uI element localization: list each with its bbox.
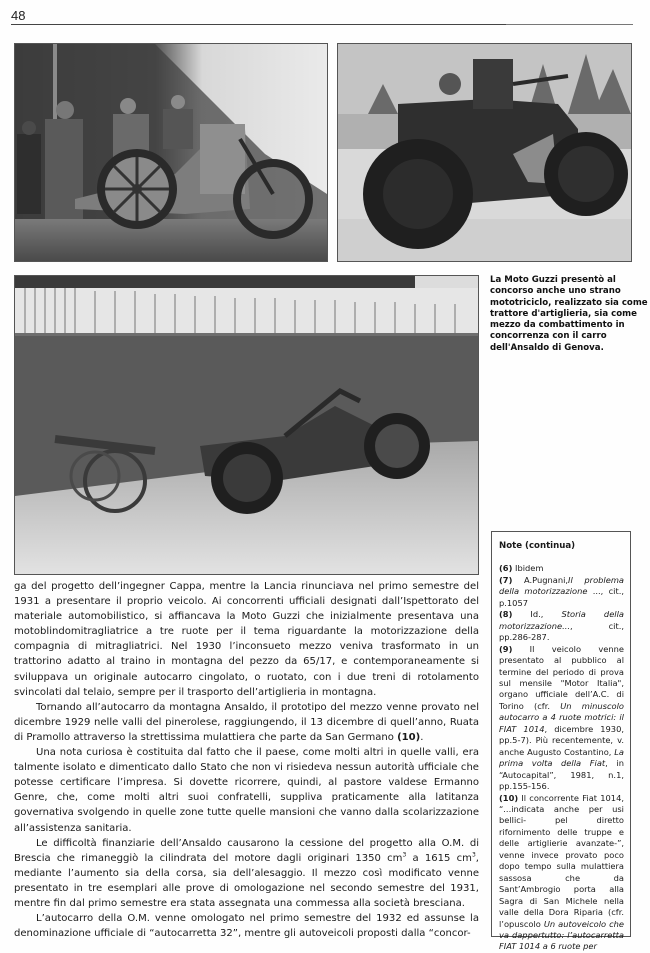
note-item <box>499 563 624 574</box>
photo-guzzi-towing-artillery <box>14 275 479 575</box>
note-text: Il concorrente Fiat 1014, “...indicata anche per usi bellici- pel diretto rifornimento delle truppe e delle artiglierie avanzate-”, venne invece provato poco dopo tempo sulla mulattiera sassosa che da Sant’Ambrogio porta alla Sagra di San Michele nella valle della Dora Riparia (cfr. l’opuscolo <box>499 792 624 929</box>
note-item <box>499 793 624 953</box>
paragraph: ga del progetto dell’ingegner Cappa, mentre la Lancia rinunciava nel primo semestre del 1931 a presentare il proprio veicolo. Ai concorrenti ufficiali designati dall’Ispettorato del materiale automobilistico, si affiancava la Moto Guzzi che inizialmente presentava una motoblindomitragliatrice a tre ruote per il tema riguardante la motorizzazione della compagnia di mitragliatrici. Nel 1930 l’inconsueto mezzo veniva trasformato in un trattorino adatto al traino in montagna del pezzo da 65/17, e contemporaneamente si sviluppava un originale autocarro cingolato, o ruotato, con i due treni di rotolamento svincolati dal telaio, sempre per il trasporto dell’artiglieria in montagna. <box>14 581 479 698</box>
note-text: , dicembre 1930, pp.5-7). Più recentemente, v. anche Augusto Costantino, <box>499 723 624 757</box>
photo-guzzi-with-men <box>14 43 328 262</box>
paragraph-text: Le difficoltà finanziarie dell’Ansaldo causarono la cessione del progetto alla O.M. di Brescia che rimaneggiò la cilindrata del motore dagli originari 1350 cm <box>14 837 479 864</box>
paragraph <box>14 700 479 745</box>
note-number: (7) <box>499 574 513 585</box>
superscript: 3 <box>471 851 476 859</box>
note-text: , cit., pp.286-287. <box>499 620 624 643</box>
note-item <box>499 609 624 643</box>
notes-title: Note (continua) <box>499 541 576 551</box>
header-rule <box>11 24 506 25</box>
note-item <box>499 575 624 609</box>
note-text: Il veicolo venne presentato al pubblico al termine del periodo di prova sul mensile "Motor Italia", organo ufficiale dell’A.C. di Torino (cfr. <box>499 643 624 711</box>
note-number: (6) <box>499 563 513 574</box>
notes-box <box>491 531 631 952</box>
photo-guzzi-armored-tricycle <box>337 43 632 262</box>
paragraph-text: a 1615 cm <box>406 852 472 864</box>
paragraph-text: , mediante l’aumento sia della corsa, sia dell’alesaggio. Il mezzo così modificato venne presentato in tre esemplari alle prove di omologazione nel secondo semestre del 1931, mentre fin dal primo semestre era stata assegnata una commessa alla società bresciana. <box>14 852 479 909</box>
note-text: Id., <box>512 609 562 620</box>
note-title-italic: Il problema della motorizzazione <box>499 574 624 597</box>
paragraph: Una nota curiosa è costituita dal fatto che il paese, come molti altri in quelle valli, era talmente isolato e dimenticato dallo Stato che non vi risiedeva nessun autorità ufficiale che potesse certificare l’impresa. Si dovette ricorrere, quindi, al pastore valdese Ermanno Genre, che, come molti altri suoi confratelli, suppliva praticamente alla latitanza governativa svolgendo in quelle zone tutte quelle mansioni che vanno dalla scolarizzazione all’assistenza sanitaria. <box>14 747 479 834</box>
note-title-italic: Un autoveicolo che va dappertutto: l’autocarretta FIAT 1014 a 6 ruote per <box>499 918 624 952</box>
article-body <box>14 579 479 941</box>
note-text: ..., cit., p.1057 <box>499 586 624 608</box>
superscript: 3 <box>402 851 407 859</box>
note-item <box>499 644 624 793</box>
paragraph <box>14 836 479 911</box>
note-number: (8) <box>499 609 513 620</box>
header-rule-extension <box>506 24 633 25</box>
note-number: (9) <box>499 643 513 654</box>
note-text: Ibidem <box>512 563 544 574</box>
note-title-italic: Storia della motorizzazione... <box>499 609 624 631</box>
note-number: (10) <box>499 792 519 803</box>
paragraph-punctuation: . <box>420 731 424 743</box>
note-text: A.Pugnani, <box>512 574 569 585</box>
note-title-italic: Un minuscolo autocarro a 4 ruote motrici: il FIAT 1014 <box>499 700 624 734</box>
note-text: , in “Autocapital”, 1981, n.1, pp.155-156. <box>499 758 625 792</box>
note-title-italic: La prima volta della Fiat <box>499 746 624 769</box>
paragraph: L’autocarro della O.M. venne omologato nel primo semestre del 1932 ed assunse la denominazione ufficiale di “autocarretta 32”, mentre gli autoveicoli proposti dalla “concor- <box>14 913 479 940</box>
photo-caption: La Moto Guzzi presentò al concorso anche uno strano mototriciclo, realizzato sia come trattore d'artiglieria, sia come mezzo da combattimento in concorrenza con il carro dell'Ansaldo di Genova. <box>490 275 648 353</box>
page-number: 48 <box>11 8 26 23</box>
footnote-reference: (10) <box>397 731 421 743</box>
paragraph-text: Tornando all’autocarro da montagna Ansaldo, il prototipo del mezzo venne provato nel dicembre 1929 nelle valli del pinerolese, raggiungendo, il 13 dicembre di quell’anno, Ruata di Pramollo attraverso la strettissima mulattiera che parte da San Germano <box>14 701 479 743</box>
